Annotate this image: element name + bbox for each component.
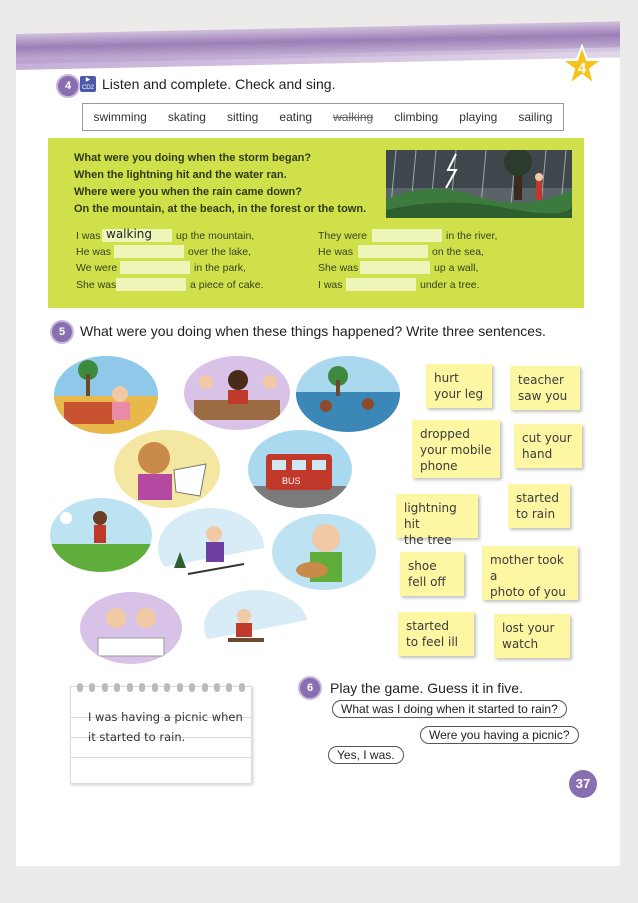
cloze-right-pre: He was xyxy=(318,246,354,258)
song-line: On the mountain, at the beach, in the forest or the town. xyxy=(74,203,367,215)
word-box xyxy=(82,103,564,131)
cloze-left-post: in the park, xyxy=(194,262,246,274)
cloze-right-post: in the river, xyxy=(446,230,498,242)
speech-bubble: Were you having a picnic? xyxy=(420,726,579,744)
cd-audio-icon: ▶ CD2 xyxy=(81,77,94,91)
speech-bubble: What was I doing when it started to rain? xyxy=(332,700,567,718)
cd-label: CD2 xyxy=(81,85,94,91)
cloze-right-post: under a tree. xyxy=(420,279,480,291)
sticky-note: hurt your leg xyxy=(426,364,492,408)
sticky-note: started to rain xyxy=(508,484,570,528)
cloze-right-pre: She was xyxy=(318,262,359,274)
cloze-right-pre: They were xyxy=(318,230,368,242)
exercise-5-number: 5 xyxy=(50,320,74,344)
word-item: climbing xyxy=(394,110,439,124)
running-picture xyxy=(50,498,152,572)
song-line: What were you doing when the storm began? xyxy=(74,152,312,164)
sticky-note: dropped your mobile phone xyxy=(412,420,500,478)
cloze-right-post: up a wall, xyxy=(434,262,479,274)
song-line: Where were you when the rain came down? xyxy=(74,186,302,198)
word-item: playing xyxy=(459,110,498,124)
unit-number: 4 xyxy=(577,60,587,77)
cloze-left-post: a piece of cake. xyxy=(190,279,264,291)
cloze-left-pre: He was xyxy=(76,246,112,258)
storm-illustration xyxy=(386,150,572,218)
writing-picture xyxy=(80,592,182,664)
exercise-6-instruction: Play the game. Guess it in five. xyxy=(330,680,523,696)
word-item: skating xyxy=(167,110,206,124)
example-sentence: I was having a picnic when it started to rain. xyxy=(88,710,243,744)
sticky-note: lost your watch xyxy=(494,614,570,658)
unit-star-icon xyxy=(560,44,604,88)
word-item: sailing xyxy=(518,110,553,124)
cloze-left-post: over the lake, xyxy=(188,246,252,258)
answer-filled: walking xyxy=(106,227,153,241)
answer-blank[interactable] xyxy=(358,245,428,258)
skiing-picture xyxy=(158,508,264,588)
sticky-note: mother took a photo of you xyxy=(482,546,578,600)
exercise-5-instruction: What were you doing when these things happened? Write three sentences. xyxy=(80,323,546,339)
song-lyrics xyxy=(74,150,366,218)
word-item-crossed: walking xyxy=(333,110,374,124)
exercise-4-instruction: Listen and complete. Check and sing. xyxy=(102,76,336,92)
answer-blank[interactable] xyxy=(360,261,430,274)
bus-picture xyxy=(248,430,352,508)
notebook-rings xyxy=(77,683,245,692)
answer-blank[interactable] xyxy=(346,278,416,291)
page-number: 37 xyxy=(569,770,597,798)
word-item: eating xyxy=(279,110,313,124)
cutting-bread-picture xyxy=(272,514,376,590)
word-item: swimming xyxy=(93,110,147,124)
cloze-right-pre: I was xyxy=(318,279,343,291)
answer-blank[interactable] xyxy=(114,245,184,258)
answer-blank[interactable] xyxy=(372,229,442,242)
answer-blank[interactable] xyxy=(116,278,186,291)
exercise-4-number: 4 xyxy=(56,74,80,98)
boy-phone-picture xyxy=(114,430,220,508)
word-item: sitting xyxy=(226,110,259,124)
bus-sign: BUS xyxy=(282,476,301,486)
cloze-right-post: on the sea, xyxy=(432,246,484,258)
river-picture xyxy=(296,356,400,432)
cloze-left-pre: She was xyxy=(76,279,117,291)
sticky-note: cut your hand xyxy=(514,424,582,468)
sledging-picture xyxy=(204,590,308,662)
sticky-note: shoe fell off xyxy=(400,552,464,596)
sticky-note: started to feel ill xyxy=(398,612,474,656)
speech-bubble: Yes, I was. xyxy=(328,746,404,764)
cloze-left-pre: We were xyxy=(76,262,118,274)
cloze-left-pre: I was xyxy=(76,230,101,242)
sticky-note: teacher saw you xyxy=(510,366,580,410)
picnic-picture xyxy=(54,356,158,434)
song-line: When the lightning hit and the water ran. xyxy=(74,169,287,181)
cloze-left-post: up the mountain, xyxy=(176,230,255,242)
exercise-6-number: 6 xyxy=(298,676,322,700)
sticky-note: lightning hit the tree xyxy=(396,494,478,538)
classroom-picture xyxy=(184,356,290,430)
answer-blank[interactable] xyxy=(120,261,190,274)
